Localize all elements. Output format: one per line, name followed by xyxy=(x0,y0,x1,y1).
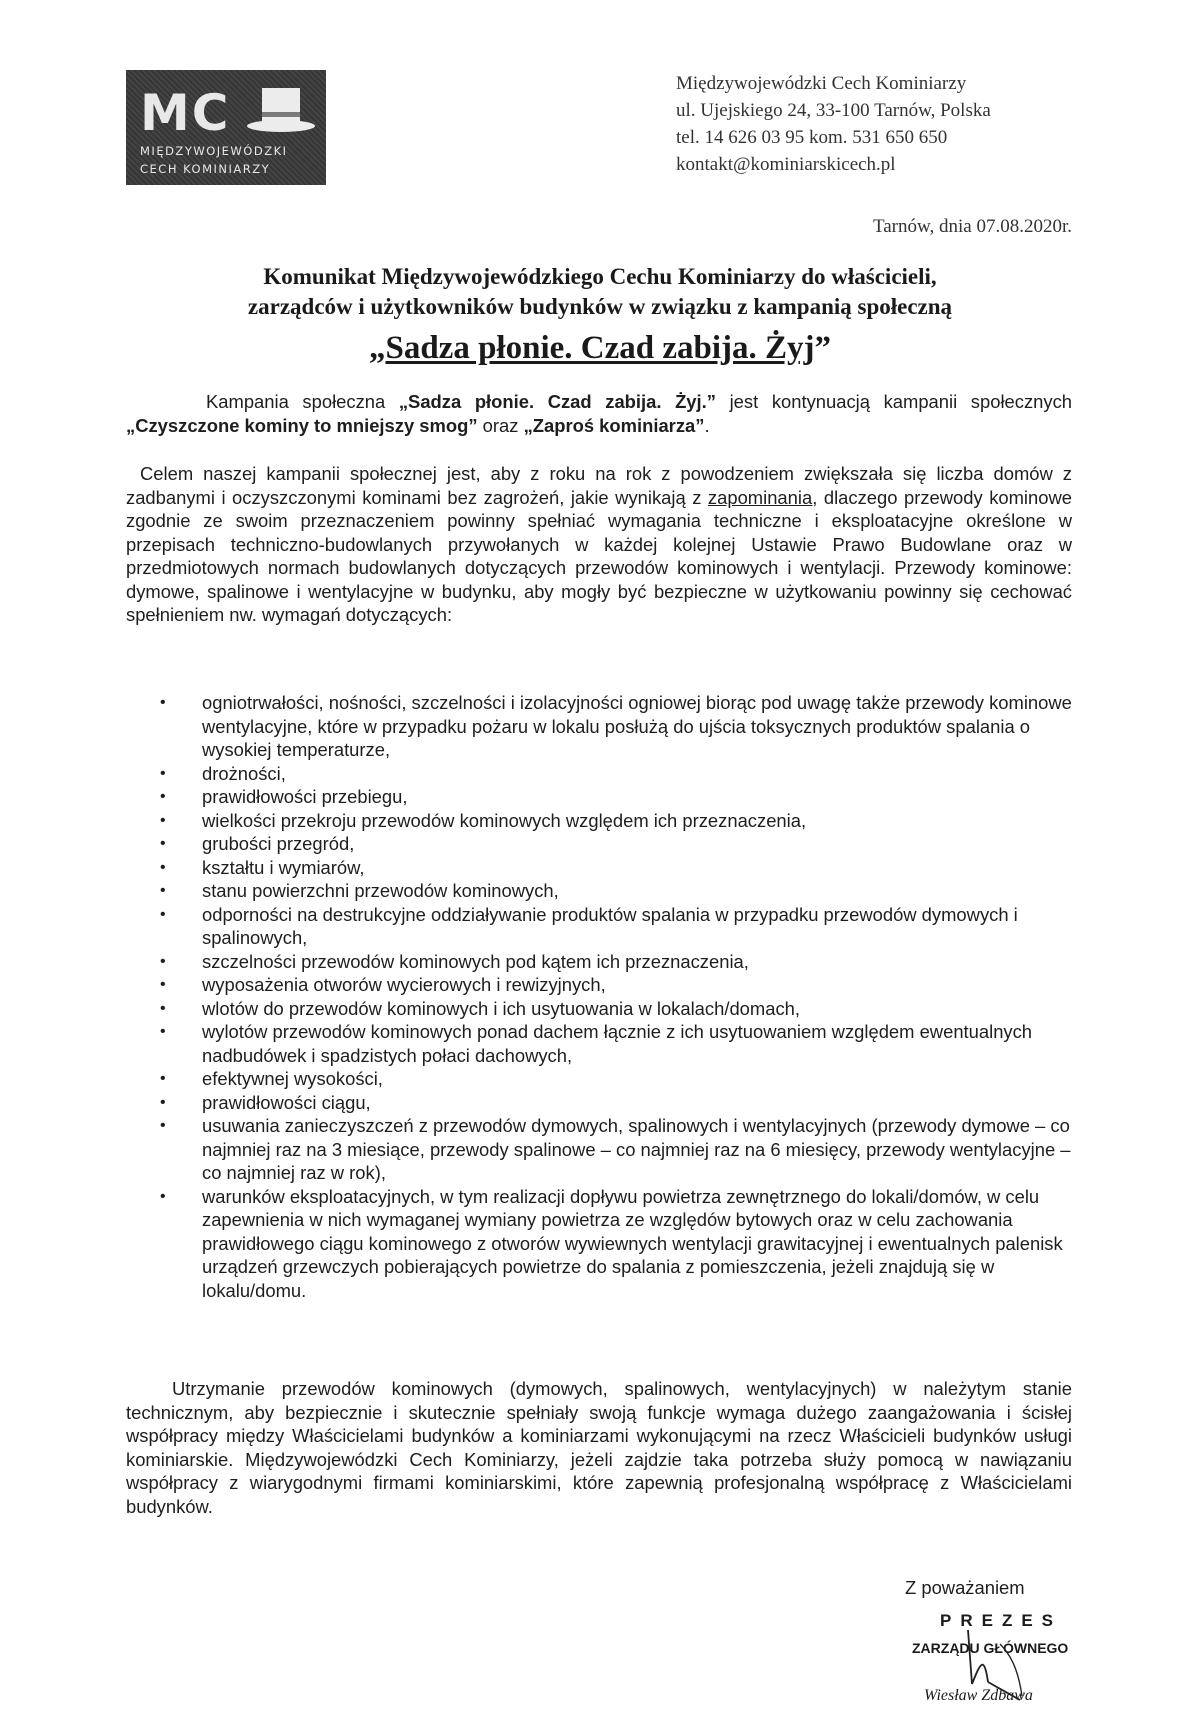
list-item: • szczelności przewodów kominowych pod kątem ich przeznaczenia, xyxy=(160,950,1072,974)
paragraph-purpose xyxy=(126,462,1072,627)
stamp-signatory-name: Wiesław Zdbawa xyxy=(924,1687,1033,1704)
sender-phone: tel. 14 626 03 95 kom. 531 650 650 xyxy=(676,127,948,148)
paragraph-cooperation: Utrzymanie przewodów kominowych (dymowych, spalinowych, wentylacyjnych) w należytym stanie technicznym, aby bezpiecznie i skutecznie spełniały swoją funkcje wymaga dużego zaangażowania i ścisłej współpracy między Właścicielami budynków a kominiarzami wykonującymi na rzecz Właścicieli budynków usługi kominiarskie. Międzywojewódzki Cech Kominiarzy, jeżeli zajdzie taka potrzeba służy pomocą w nawiązaniu współpracy z wiarygodnymi firmami kominiarskimi, które zapewnią profesjonalną współpracę z Właścicielami budynków. xyxy=(126,1378,1072,1517)
slogan-text: Sadza płonie. Czad zabija. Żyj xyxy=(385,330,815,366)
stamp-title: PREZES xyxy=(940,1611,1063,1630)
list-item: • wylotów przewodów kominowych ponad dachem łącznie z ich usytuowaniem względem ewentualnych nadbudówek i spadzistych połaci dachowych, xyxy=(160,1020,1072,1067)
logo xyxy=(126,70,326,185)
para2-underlined: zapominania, xyxy=(707,486,818,508)
para2-text-2: dlaczego przewody kominowe zgodnie ze swoim przeznaczeniem powinny spełniać wymagania techniczne i eksploatacyjne określone w przepisach techniczno-budowlanych przywołanych w każdej kolejnej Ustawie Prawo Budowlane oraz w przedmiotowych normach budowlanych dotyczących przewodów kominowych i wentylacji. Przewody kominowe: dymowe, spalinowe i wentylacyjne w budynku, aby mogły być bezpieczne w użytkowaniu powinny się cechować spełnieniem nw. wymagań dotyczących: xyxy=(126,486,1072,625)
list-item: • prawidłowości ciągu, xyxy=(160,1091,1072,1115)
para2-text-1: Celem naszej kampanii społecznej jest, aby z roku na rok z powodzeniem zwiększała się liczba domów z zadbanymi i oczyszczonymi kominami bez zagrożeń, jakie wynikają z xyxy=(126,463,1072,508)
list-item: • prawidłowości przebiegu, xyxy=(160,785,1072,809)
requirements-list xyxy=(160,691,1072,1302)
list-item: • drożności, xyxy=(160,762,1072,786)
para1-text-2: jest kontynuacją kampanii społecznych xyxy=(715,391,1073,412)
list-item: • kształtu i wymiarów, xyxy=(160,856,1072,880)
date-line: Tarnów, dnia 07.08.2020r. xyxy=(872,216,1072,237)
slogan-open-quote: „ xyxy=(368,330,386,366)
para1-text-4: . xyxy=(704,414,710,436)
closing-greeting: Z poważaniem xyxy=(905,1577,1025,1598)
stamp-organization: ZARZĄDU GŁÓWNEGO xyxy=(912,1640,1069,1656)
list-item: • odporności na destrukcyjne oddziaływanie produktów spalania w przypadku przewodów dymowych i spalinowych, xyxy=(160,903,1072,950)
heading-line1: Komunikat Międzywojewódzkiego Cechu Kominiarzy do właścicieli, xyxy=(263,264,937,289)
list-item: • grubości przegród, xyxy=(160,832,1072,856)
list-item: • efektywnej wysokości, xyxy=(160,1067,1072,1091)
para1-campaign-name: „Sadza płonie. Czad zabija. Żyj.” xyxy=(398,391,716,412)
list-item: • wielkości przekroju przewodów kominowych względem ich przeznaczenia, xyxy=(160,809,1072,833)
logo-line1: MIĘDZYWOJEWÓDZKI xyxy=(140,144,288,158)
sender-contact xyxy=(676,70,991,178)
list-item: • stanu powierzchni przewodów kominowych, xyxy=(160,879,1072,903)
para1-text-3: oraz xyxy=(477,414,524,436)
list-item: • warunków eksploatacyjnych, w tym realizacji dopływu powietrza zewnętrznego do lokali/domów, w celu zapewnienia w nich wymaganej wymiany powietrza ze względów bytowych oraz w celu zachowania prawidłowego ciągu kominowego z otworów wywiewnych wentylacji grawitacyjnej i ewentualnych palenisk urządzeń grzewczych pobierających powietrze do spalania z pomieszczenia, jeżeli znajdują się w lokalu/domu. xyxy=(160,1185,1072,1303)
sender-email: kontakt@kominiarskicech.pl xyxy=(676,154,896,175)
document-heading xyxy=(100,262,1100,322)
campaign-slogan xyxy=(100,328,1100,368)
para1-campaign-2: „Czyszczone kominy to mniejszy smog” xyxy=(126,414,478,436)
slogan-close-quote: ” xyxy=(814,330,832,366)
handwritten-signature xyxy=(960,1624,1050,1704)
list-item: • usuwania zanieczyszczeń z przewodów dymowych, spalinowych i wentylacyjnych (przewody dymowe – co najmniej raz na 3 miesiące, przewody spalinowe – co najmniej raz na 6 miesięcy, przewody wentylacyjne – co najmniej raz w rok), xyxy=(160,1114,1072,1185)
paragraph-intro xyxy=(126,390,1072,437)
para1-campaign-3: „Zaproś kominiarza” xyxy=(523,414,705,436)
top-hat-icon xyxy=(246,86,316,134)
list-item: • ogniotrwałości, nośności, szczelności i izolacyjności ogniowej biorąc pod uwagę także przewody kominowe wentylacyjne, które w przypadku pożaru w lokalu posłużą do ujścia toksycznych produktów spalania o wysokiej temperaturze, xyxy=(160,691,1072,762)
heading-line2: zarządców i użytkowników budynków w związku z kampanią społeczną xyxy=(247,294,953,319)
para1-text-1: Kampania społeczna xyxy=(206,391,399,412)
sender-name: Międzywojewódzki Cech Kominiarzy xyxy=(676,73,967,94)
list-item: • wyposażenia otworów wycierowych i rewizyjnych, xyxy=(160,973,1072,997)
logo-initials: MC xyxy=(140,84,231,142)
logo-line2: CECH KOMINIARZY xyxy=(140,162,271,176)
sender-address: ul. Ujejskiego 24, 33-100 Tarnów, Polska xyxy=(676,100,991,121)
list-item: • wlotów do przewodów kominowych i ich usytuowania w lokalach/domach, xyxy=(160,997,1072,1021)
